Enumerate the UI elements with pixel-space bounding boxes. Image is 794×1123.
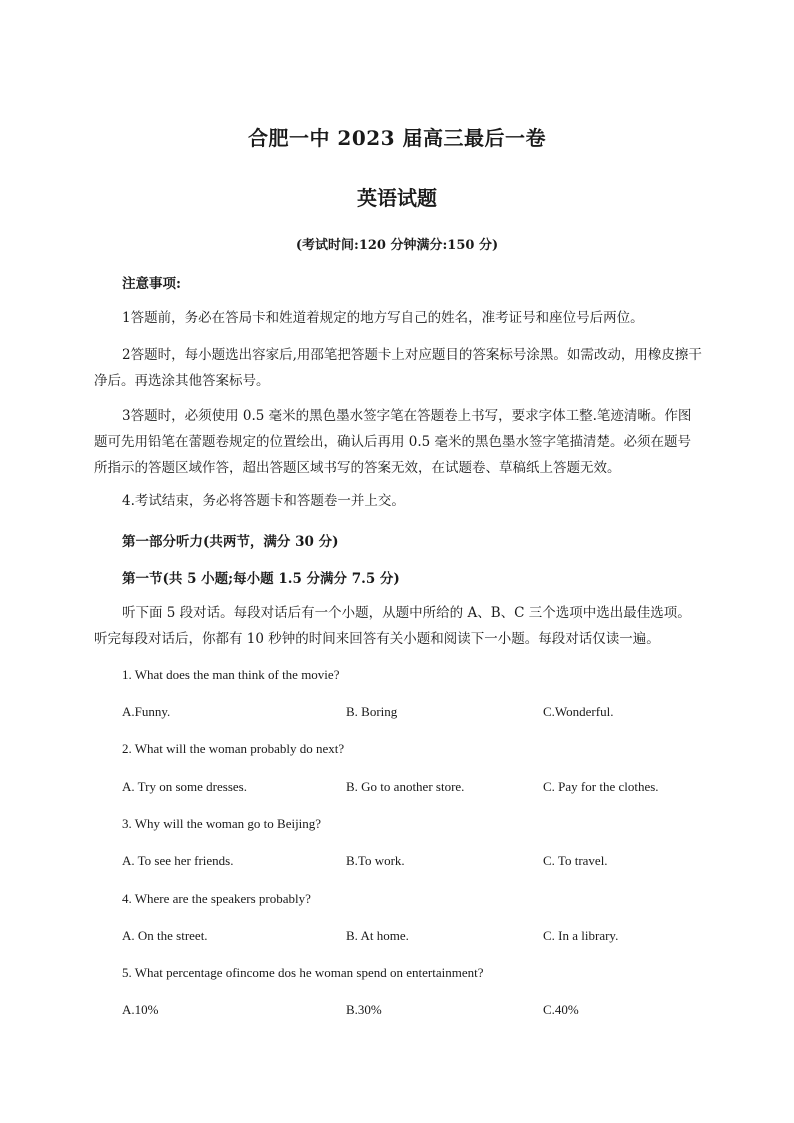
question-3-option-c: C. To travel. — [543, 853, 608, 868]
question-4-option-b: B. At home. — [346, 928, 409, 943]
notice-item-1: 1答题前，务必在答局卡和姓道着规定的地方写自己的姓名，准考证号和座位号后两位。 — [122, 310, 644, 326]
question-5-option-c: C.40% — [543, 1002, 579, 1017]
notice-heading: 注意事项: — [122, 276, 181, 292]
exam-info: (考试时间:120 分钟满分:150 分) — [295, 238, 499, 253]
question-2-option-c: C. Pay for the clothes. — [543, 779, 659, 794]
question-5-option-a: A.10% — [122, 1002, 159, 1017]
question-4: 4. Where are the speakers probably? — [122, 891, 311, 906]
listening-instructions: 听下面 5 段对话。每段对话后有一个小题，从题中所给的 A、B、C 三个选项中选出最佳选项。听完每段对话后，你都有 10 秒钟的时间来回答有关小题和阅读下一小题。每段对话仅读一遍。 — [94, 605, 691, 647]
question-2-option-b: B. Go to another store. — [346, 779, 465, 794]
question-4-option-a: A. On the street. — [122, 928, 208, 943]
question-3-option-a: A. To see her friends. — [122, 853, 234, 868]
question-4-option-c: C. In a library. — [543, 928, 619, 943]
question-3: 3. Why will the woman go to Beijing? — [122, 816, 322, 831]
section1-heading: 第一节(共 5 小题;每小题 1.5 分满分 7.5 分) — [122, 571, 400, 587]
notice-item-4: 4.考试结束，务必将答题卡和答题卷一并上交。 — [122, 493, 405, 509]
question-3-option-b: B.To work. — [346, 853, 405, 868]
question-1-option-c: C.Wonderful. — [543, 704, 614, 719]
question-2-option-a: A. Try on some dresses. — [122, 779, 247, 794]
exam-subject: 英语试题 — [357, 186, 437, 210]
notice-item-3: 3答题时，必须使用 0.5 毫米的黑色墨水签字笔在答题卷上书写，要求字体工整.笔迹清晰。作图题可先用铅笔在蕾题卷规定的位置绘出，确认后再用 0.5 毫米的黑色墨水签字笔描清楚。必须在题号所指示的答题区域作答，超出答题区域书写的答案无效，在试题卷、草稿纸上答题无效。 — [94, 408, 692, 476]
question-1: 1. What does the man think of the movie? — [122, 667, 340, 682]
question-2: 2. What will the woman probably do next? — [122, 741, 345, 756]
notice-item-2: 2答题时，每小题选出容家后,用邵笔把答题卡上对应题目的答案标号涂黑。如需改动，用橡皮擦干净后。再选涂其他答案标号。 — [94, 347, 702, 389]
exam-title: 合肥一中 2023 届高三最后一卷 — [247, 126, 547, 150]
question-1-option-b: B. Boring — [346, 704, 398, 719]
part1-heading: 第一部分听力(共两节，满分 30 分) — [122, 534, 339, 550]
question-1-option-a: A.Funny. — [122, 704, 171, 719]
question-5-option-b: B.30% — [346, 1002, 382, 1017]
question-5: 5. What percentage ofincome dos he woman spend on entertainment? — [122, 965, 484, 980]
